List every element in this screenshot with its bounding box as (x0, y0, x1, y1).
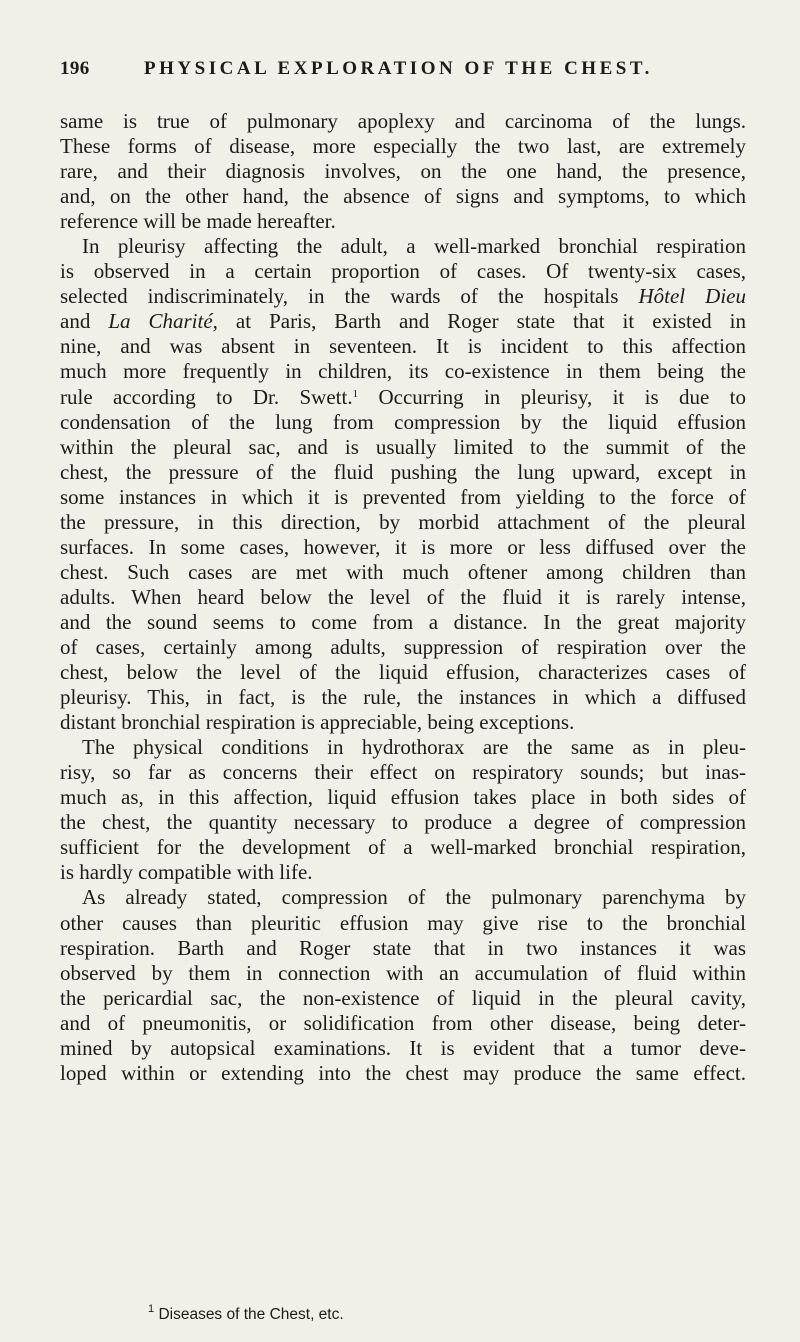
text-line: pleurisy. This, in fact, is the rule, the instances in which a diffused (60, 685, 746, 710)
text-line: and the sound seems to come from a distance. In the great majority (60, 609, 746, 634)
text-line: mined by autopsical examinations. It is evident that a tumor deve- (60, 1035, 746, 1060)
text-line: respiration. Barth and Roger state that in two instances it was (60, 935, 746, 960)
text-line: rare, and their diagnosis involves, on the one hand, the presence, (60, 159, 746, 184)
text-line: other causes than pleuritic effusion may give rise to the bronchial (60, 910, 746, 935)
text-line: chest, below the level of the liquid effusion, characterizes cases of (60, 660, 746, 685)
text-line: distant bronchial respiration is appreciable, being exceptions. (60, 710, 575, 735)
text-line (60, 284, 746, 309)
text-line (60, 385, 746, 410)
running-title: PHYSICAL EXPLORATION OF THE CHEST. (144, 58, 653, 79)
text-line: some instances in which it is prevented from yielding to the force of (60, 484, 746, 509)
text-line: observed by them in connection with an accumulation of fluid within (60, 960, 746, 985)
text-line: same is true of pulmonary apoplexy and carcinoma of the lungs. (60, 109, 746, 133)
text-line: In pleurisy affecting the adult, a well-marked bronchial respiration (82, 234, 746, 259)
text-line: much more frequently in children, its co-existence in them being the (60, 359, 746, 384)
text-line: As already stated, compression of the pulmonary parenchyma by (82, 885, 746, 910)
page-number: 196 (60, 58, 90, 79)
text-line: reference will be made hereafter. (60, 209, 336, 234)
text-line: and, on the other hand, the absence of signs and symptoms, to which (60, 184, 746, 209)
footnote-ref: 1 (352, 387, 359, 400)
italic-term-hotel-dieu: Hôtel Dieu (638, 284, 746, 309)
italic-term-la-charite: La Charité, (108, 309, 218, 334)
text-line (60, 309, 746, 334)
text-line: is observed in a certain proportion of cases. Of twenty-six cases, (60, 259, 746, 284)
body-text (60, 109, 746, 1086)
text-fragment: Occurring in pleurisy, it is due to (378, 384, 747, 409)
text-line: of cases, certainly among adults, suppression of respiration over the (60, 634, 746, 659)
text-line: the pressure, in this direction, by morbid attachment of the pleural (60, 509, 746, 534)
text-line: adults. When heard below the level of the fluid it is rarely intense, (60, 584, 746, 609)
text-fragment: and (60, 309, 91, 334)
text-line: The physical conditions in hydrothorax are the same as in pleu- (82, 735, 746, 760)
footnote-marker: 1 (148, 1303, 155, 1315)
text-line: sufficient for the development of a well-marked bronchial respiration, (60, 835, 746, 860)
text-line: the chest, the quantity necessary to produce a degree of compression (60, 810, 746, 835)
text-line: chest, the pressure of the fluid pushing the lung upward, except in (60, 459, 746, 484)
text-line: the pericardial sac, the non-existence of liquid in the pleural cavity, (60, 985, 746, 1010)
text-fragment: rule according to Dr. Swett. (60, 384, 353, 409)
running-head (60, 58, 750, 86)
text-line: surfaces. In some cases, however, it is more or less diffused over the (60, 534, 746, 559)
text-line: is hardly compatible with life. (60, 860, 313, 885)
text-line: nine, and was absent in seventeen. It is incident to this affection (60, 334, 746, 359)
text-line: loped within or extending into the chest may produce the same effect. (60, 1060, 746, 1085)
footnote (148, 1303, 344, 1324)
text-fragment: at Paris, Barth and Roger state that it existed in (235, 309, 747, 334)
text-fragment: selected indiscriminately, in the wards of the hospitals (60, 284, 619, 309)
footnote-text: Diseases of the Chest, etc. (158, 1306, 344, 1323)
text-line: much as, in this affection, liquid effusion takes place in both sides of (60, 785, 746, 810)
text-line: and of pneumonitis, or solidification from other disease, being deter- (60, 1010, 746, 1035)
text-line: within the pleural sac, and is usually limited to the summit of the (60, 434, 746, 459)
text-line: condensation of the lung from compression by the liquid effusion (60, 409, 746, 434)
text-line: risy, so far as concerns their effect on respiratory sounds; but inas- (60, 760, 746, 785)
text-line: chest. Such cases are met with much oftener among children than (60, 559, 746, 584)
text-line: These forms of disease, more especially the two last, are extremely (60, 134, 746, 159)
